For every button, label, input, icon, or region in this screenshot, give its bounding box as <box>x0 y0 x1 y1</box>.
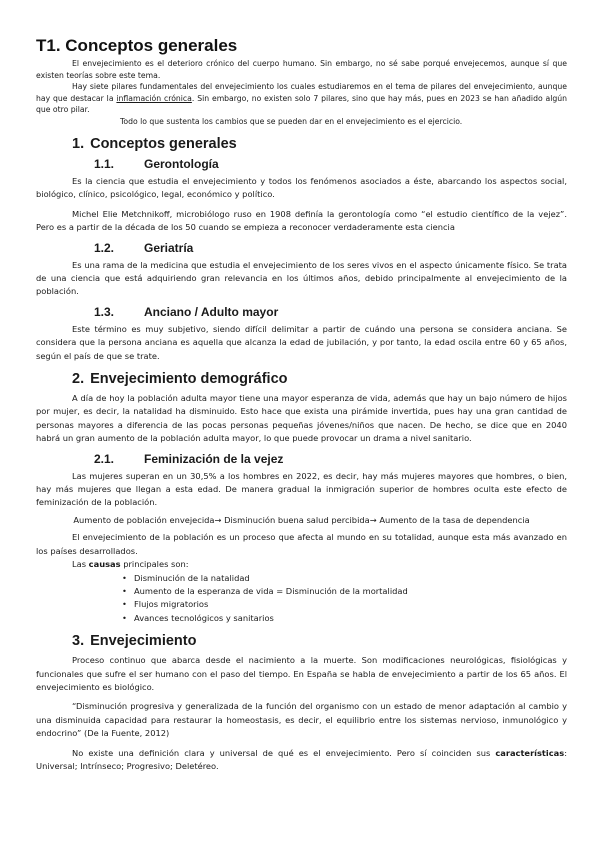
demografico-paragraph: A día de hoy la población adulta mayor tiene una mayor esperanza de vida, además que hay un bajo número de hijos por mujer, es decir, la natalidad ha disminuido. Esto hace que exista una pirámide invertida, pues hay una gran cantidad de personas mayores a diferencia de las pocas personas pequeñas jóvenes/niños que nacen. De hecho, se dice que en 2040 habrá un gran aumento de la población adulta mayor, lo que puede provocar un drama a nivel sanitario. <box>36 393 567 444</box>
list-item: • Flujos migratorios <box>134 598 567 611</box>
subsection-number: 1.2. <box>94 240 115 255</box>
section-number: 3. <box>72 633 85 650</box>
section-number: 2. <box>72 371 85 388</box>
subsection-heading-2-1 <box>36 452 567 467</box>
list-item: • Disminución de la natalidad <box>134 572 567 585</box>
subsection-heading-1-1 <box>36 157 567 172</box>
envejecimiento-paragraph: Proceso continuo que abarca desde el nacimiento a la muerte. Son modificaciones neurológicas, fisiológicas y funcionales que sufre el ser humano con el paso del tiempo. En España se habla de envejecimiento a partir de los 65 años. El envejecimiento es biológico. <box>36 655 567 692</box>
subsection-title: Anciano / Adulto mayor <box>144 304 279 319</box>
list-item: • Avances tecnológicos y sanitarios <box>134 612 567 625</box>
section-heading-2 <box>36 371 567 388</box>
caracteristicas-paragraph <box>36 747 567 774</box>
intro-paragraph-1: El envejecimiento es el deterioro crónico del cuerpo humano. Sin embargo, no sé sabe porqué envejecemos, aunque sí que existen teorías sobre este tema. <box>36 59 567 80</box>
causes-bold-word: causas <box>88 559 121 570</box>
caracteristicas-start: No existe una definición clara y universal de qué es el envejecimiento. Pero sí coinciden sus <box>72 747 496 758</box>
subsection-title: Geriatría <box>144 240 194 255</box>
gerontologia-paragraph-2: Michel Elie Metchnikoff, microbiólogo ruso en 1908 definía la gerontología como “el estudio científico de la vejez”. Pero es a partir de la década de los 50 cuando se empieza a reconocer verdaderamente esta ciencia <box>36 208 567 233</box>
section-heading-3 <box>36 633 567 650</box>
gerontologia-paragraph-1: Es la ciencia que estudia el envejecimiento y todos los fenómenos asociados a éste, abarcando los aspectos social, biológico, clínico, psicológico, legal, económico y político. <box>36 175 567 200</box>
definition-quote: “Disminución progresiva y generalizada de la función del organismo con un estado de menor adaptación al cambio y una disminuida capacidad para restaurar la homeostasis, es decir, el equilibrio entre los sistemas nervioso, inmunológico y endocrino” (De la Fuente, 2012) <box>36 701 567 739</box>
section-number: 1. <box>72 135 85 152</box>
envejecimiento-poblacion-paragraph: El envejecimiento de la población es un proceso que afecta al mundo en su totalidad, aunque esta más avanzado en los países desarrollados. <box>36 532 567 556</box>
list-item: • Aumento de la esperanza de vida = Disminución de la mortalidad <box>134 585 567 598</box>
section-title: Conceptos generales <box>90 135 237 152</box>
subsection-number: 1.1. <box>94 156 115 171</box>
geriatria-paragraph: Es una rama de la medicina que estudia el envejecimiento de los seres vivos en el aspecto únicamente físico. Se trata de una ciencia que está adquiriendo gran relevancia en los últimos años, debido principalmente al envejecimiento de la población. <box>36 259 567 297</box>
intro-paragraph-2-start: Hay siete pilares fundamentales del envejecimiento los cuales estudiaremos en el tema de pilares del envejecimiento, aunque hay que destacar la <box>36 82 567 103</box>
document-title: T1. Conceptos generales <box>36 36 238 55</box>
inflamacion-cronica-link[interactable]: inflamación crónica <box>116 93 192 103</box>
subsection-heading-1-3 <box>36 305 567 320</box>
section-heading-1 <box>36 136 567 153</box>
dependency-flow: Aumento de población envejecida→ Disminución buena salud percibida→ Aumento de la tasa de dependencia <box>73 514 530 525</box>
intro-paragraph-2 <box>36 81 567 116</box>
causes-intro-end: principales son: <box>120 559 189 570</box>
feminizacion-paragraph: Las mujeres superan en un 30,5% a los hombres en 2022, es decir, hay más mujeres mayores que hombres, o bien, hay más mujeres que llegan a esta edad. De manera gradual la inmigración superior de hombres oculta este efecto de feminización de la población. <box>36 470 567 508</box>
causes-intro <box>36 558 567 571</box>
subsection-number: 1.3. <box>94 304 115 319</box>
causes-list <box>36 572 567 626</box>
caracteristicas-bold-word: características <box>495 747 565 758</box>
intro-paragraph-2-end: . Sin embargo, no existen solo 7 pilares, sino que hay más, pues en 2023 se han añadido algún que otro pilar. <box>36 93 567 115</box>
subsection-number: 2.1. <box>94 451 115 466</box>
caracteristicas-end: : Universal; Intrínseco; Progresivo; Deletéreo. <box>36 747 567 771</box>
section-title: Envejecimiento <box>90 633 197 650</box>
causes-intro-start: Las <box>72 559 89 570</box>
intro-note: Todo lo que sustenta los cambios que se pueden dar en el envejecimiento es el ejercicio. <box>120 116 463 126</box>
section-title: Envejecimiento demográfico <box>90 371 288 388</box>
subsection-title: Feminización de la vejez <box>144 451 284 466</box>
subsection-title: Gerontología <box>144 156 219 171</box>
subsection-heading-1-2 <box>36 241 567 256</box>
anciano-paragraph: Este término es muy subjetivo, siendo difícil delimitar a partir de cuándo una persona se considera anciana. Se considera que la persona anciana es aquella que alcanza la edad de jubilación, y por tanto, la edad oscila entre 60 y 65 años, según el país de que se trate. <box>36 323 567 361</box>
